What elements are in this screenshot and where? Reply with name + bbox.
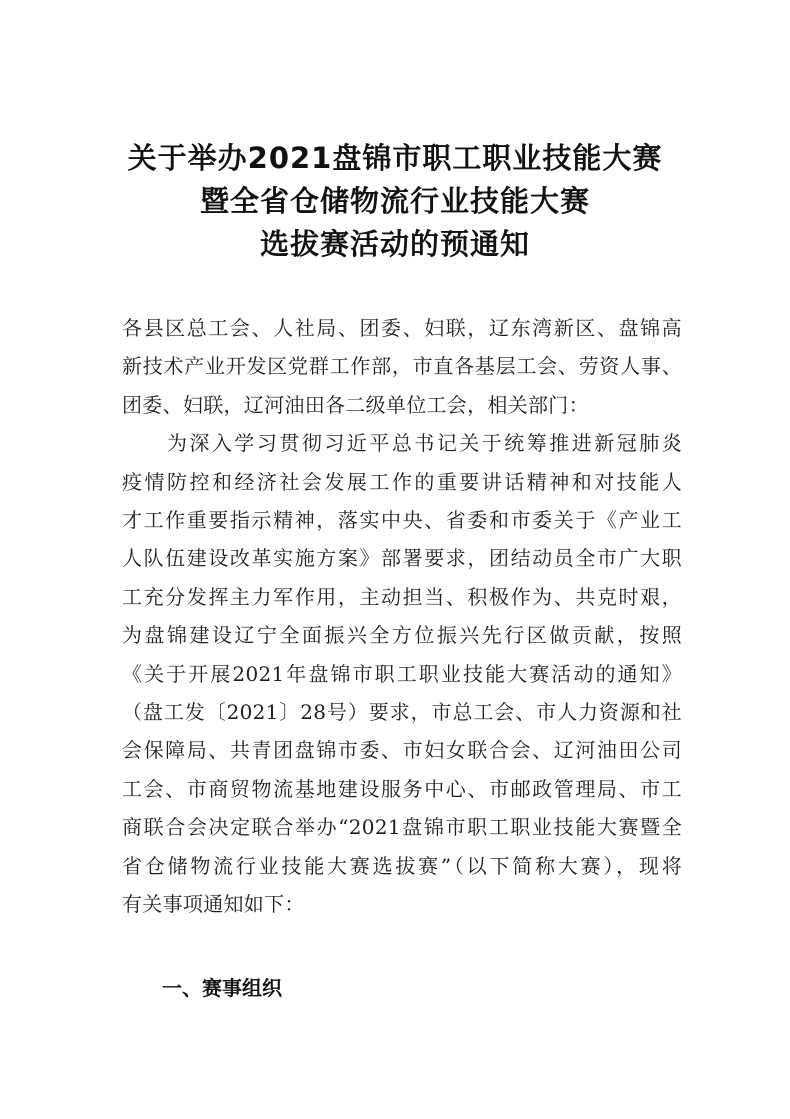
paragraph-line: 有关事项通知如下：	[122, 892, 305, 917]
paragraph-line: 工充分发挥主力军作用，主动担当、积极作为、共克时艰，	[122, 584, 682, 609]
paragraph-line: 会保障局、共青团盘锦市委、市妇女联合会、辽河油田公司	[122, 738, 682, 763]
paragraph-line: 为深入学习贯彻习近平总书记关于统筹推进新冠肺炎	[122, 431, 682, 456]
title-line-2: 暨全省仓储物流行业技能大赛	[199, 184, 590, 218]
salutation-line: 新技术产业开发区党群工作部，市直各基层工会、劳资人事、	[122, 354, 682, 379]
salutation-line: 各县区总工会、人社局、团委、妇联，辽东湾新区、盘锦高	[122, 316, 682, 340]
title-line-1: 关于举办2021盘锦市职工职业技能大赛	[127, 141, 663, 175]
paragraph-line: 工会、市商贸物流基地建设服务中心、市邮政管理局、市工	[122, 776, 682, 801]
document-title	[0, 137, 790, 266]
document-body	[122, 309, 682, 924]
paragraph-line: 为盘锦建设辽宁全面振兴全方位振兴先行区做贡献，按照	[122, 623, 682, 648]
paragraph-line: （盘工发〔2021〕28号）要求，市总工会、市人力资源和社	[122, 700, 682, 725]
paragraph-line: 商联合会决定联合举办“2021盘锦市职工职业技能大赛暨全	[122, 815, 682, 840]
paragraph-line: 才工作重要指示精神，落实中央、省委和市委关于《产业工	[122, 508, 682, 533]
paragraph-line: 人队伍建设改革实施方案》部署要求，团结动员全市广大职	[122, 546, 682, 571]
section-heading: 一、赛事组织	[162, 976, 282, 1000]
paragraph-line: 疫情防控和经济社会发展工作的重要讲话精神和对技能人	[122, 469, 682, 494]
paragraph-line: 《关于开展2021年盘锦市职工职业技能大赛活动的通知》	[122, 661, 682, 686]
title-line-3: 选拔赛活动的预通知	[259, 227, 530, 261]
paragraph-line: 省仓储物流行业技能大赛选拔赛”（以下简称大赛），现将	[122, 853, 682, 878]
salutation-line: 团委、妇联，辽河油田各二级单位工会，相关部门：	[122, 392, 589, 417]
